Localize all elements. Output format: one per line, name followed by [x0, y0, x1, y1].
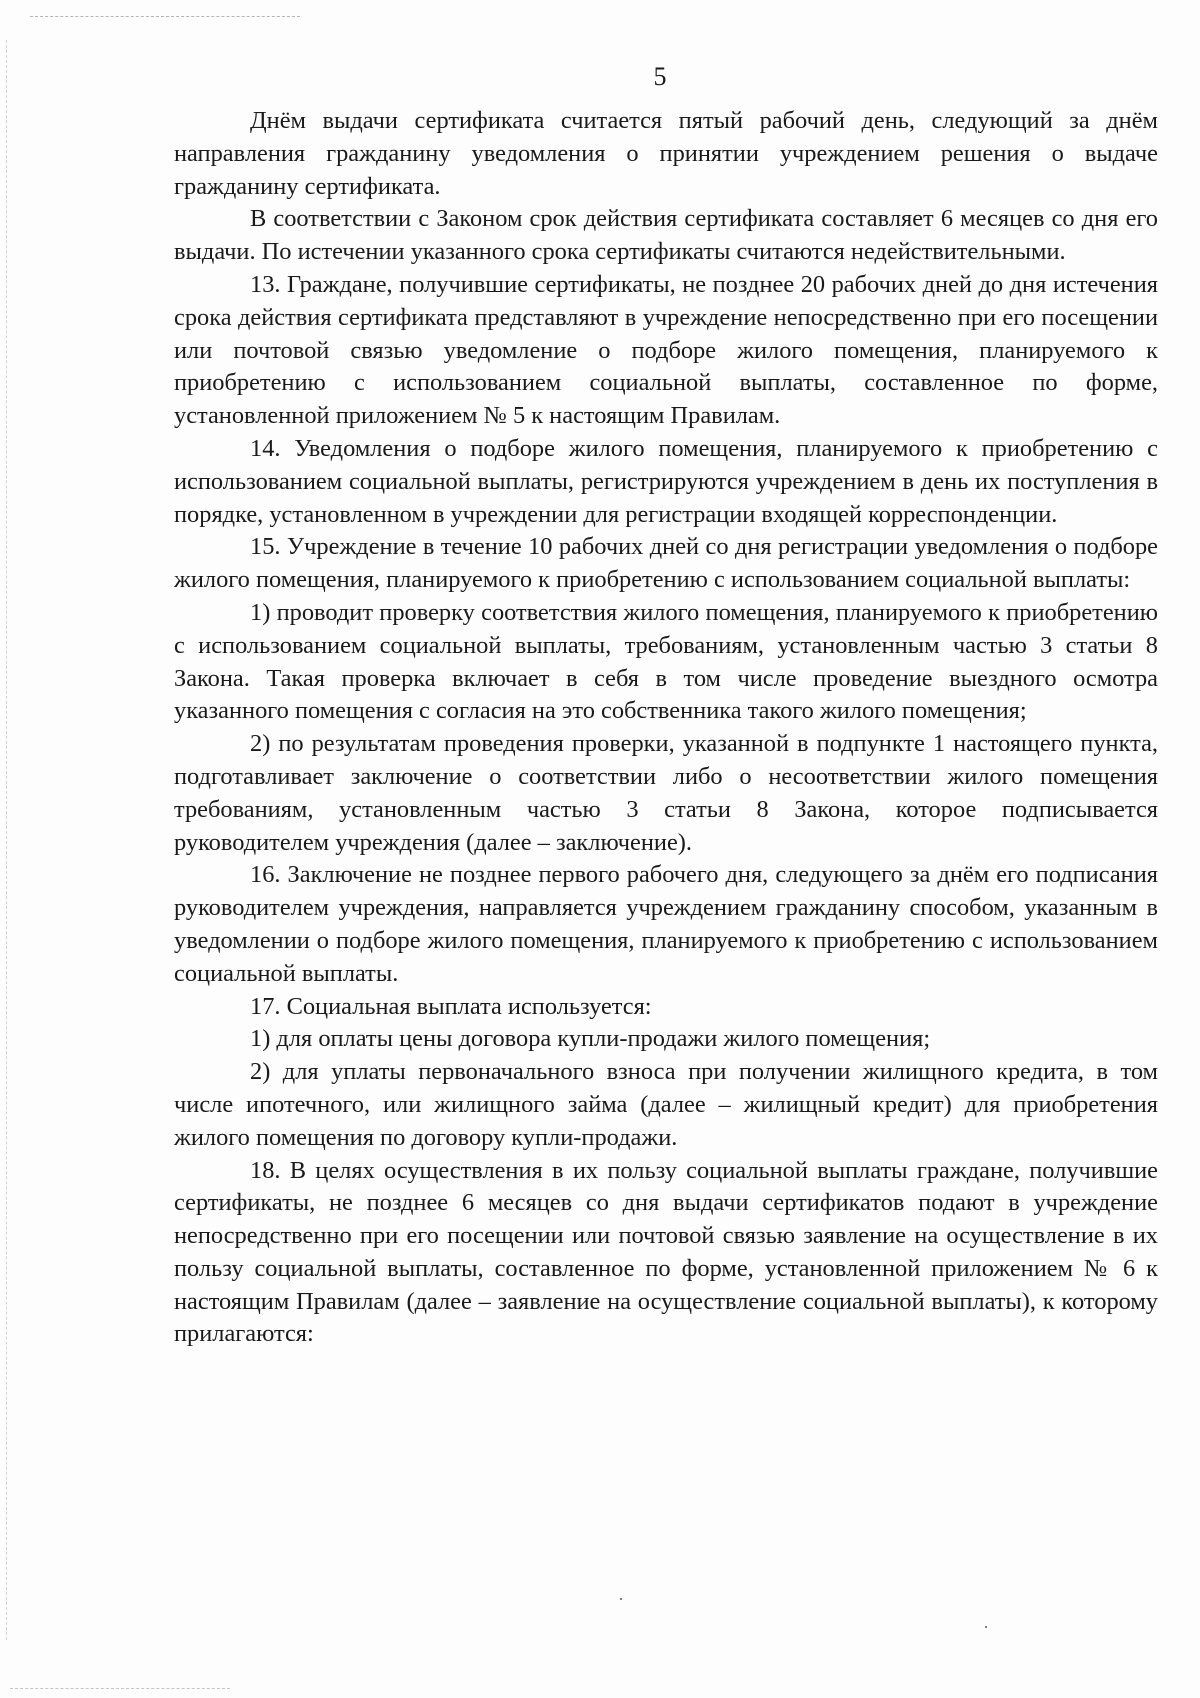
- scan-speck: [985, 1626, 987, 1628]
- page-number: 5: [653, 62, 667, 91]
- paragraph-14: 14. Уведомления о подборе жилого помещения, планируемого к приобретению с использованием социальной выплаты, регистрируются учреждением в день их поступления в порядке, установленном в учреждении для регистрации входящей корреспонденции.: [174, 434, 1158, 528]
- paragraph-18: 18. В целях осуществления в их пользу социальной выплаты граждане, получившие сертификаты, не позднее 6 месяцев со дня выдачи сертификатов подают в учреждение непосредственно при его посещении или почтовой связью заявление на осуществление в их пользу социальной выплаты, составленное по форме, установленной приложением № 6 к настоящим Правилам (далее – заявление на осуществление социальной выплаты), к которому прилагаются:: [174, 1156, 1158, 1348]
- scan-edge-left: [6, 40, 7, 1640]
- scan-speck: [620, 1598, 622, 1600]
- scan-edge-top: [30, 16, 300, 17]
- paragraph-15-item-2: 2) по результатам проведения проверки, указанной в подпункте 1 настоящего пункта, подготавливает заключение о соответствии либо о несоответствии жилого помещения требованиям, установленным частью 3 статьи 8 Закона, которое подписывается руководителем учреждения (далее – заключение).: [174, 730, 1158, 856]
- document-body: [174, 105, 1158, 1351]
- paragraph-16: 16. Заключение не позднее первого рабочего дня, следующего за днём его подписания руководителем учреждения, направляется учреждением гражданину способом, указанным в уведомлении о подборе жилого помещения, планируемого к приобретению с использованием социальной выплаты.: [174, 861, 1158, 987]
- paragraph-certificate-validity: В соответствии с Законом срок действия сертификата составляет 6 месяцев со дня его выдачи. По истечении указанного срока сертификаты считаются недействительными.: [174, 205, 1158, 266]
- paragraph-15-item-1: 1) проводит проверку соответствия жилого помещения, планируемого к приобретению с использованием социальной выплаты, требованиям, установленным частью 3 статьи 8 Закона. Такая проверка включает в себя в том числе проведение выездного осмотра указанного помещения с согласия на это собственника такого жилого помещения;: [174, 598, 1158, 725]
- paragraph-17-item-2: 2) для уплаты первоначального взноса при получении жилищного кредита, в том числе ипотечного, или жилищного займа (далее – жилищный кредит) для приобретения жилого помещения по договору купли-продажи.: [174, 1058, 1158, 1151]
- paragraph-certificate-issue-day: Днём выдачи сертификата считается пятый рабочий день, следующий за днём направления гражданину уведомления о принятии учреждением решения о выдаче гражданину сертификата.: [174, 107, 1158, 200]
- paragraph-15: 15. Учреждение в течение 10 рабочих дней со дня регистрации уведомления о подборе жилого помещения, планируемого к приобретению с использованием социальной выплаты:: [174, 533, 1158, 594]
- paragraph-17: 17. Социальная выплата используется:: [250, 992, 652, 1020]
- scan-edge-bottom: [10, 1688, 230, 1689]
- paragraph-17-item-1: 1) для оплаты цены договора купли-продажи жилого помещения;: [250, 1025, 931, 1053]
- paragraph-13: 13. Граждане, получившие сертификаты, не позднее 20 рабочих дней до дня истечения срока действия сертификата представляют в учреждение непосредственно при его посещении или почтовой связью уведомление о подборе жилого помещения, планируемого к приобретению с использованием социальной выплаты, составленное по форме, установленной приложением № 5 к настоящим Правилам.: [174, 270, 1158, 430]
